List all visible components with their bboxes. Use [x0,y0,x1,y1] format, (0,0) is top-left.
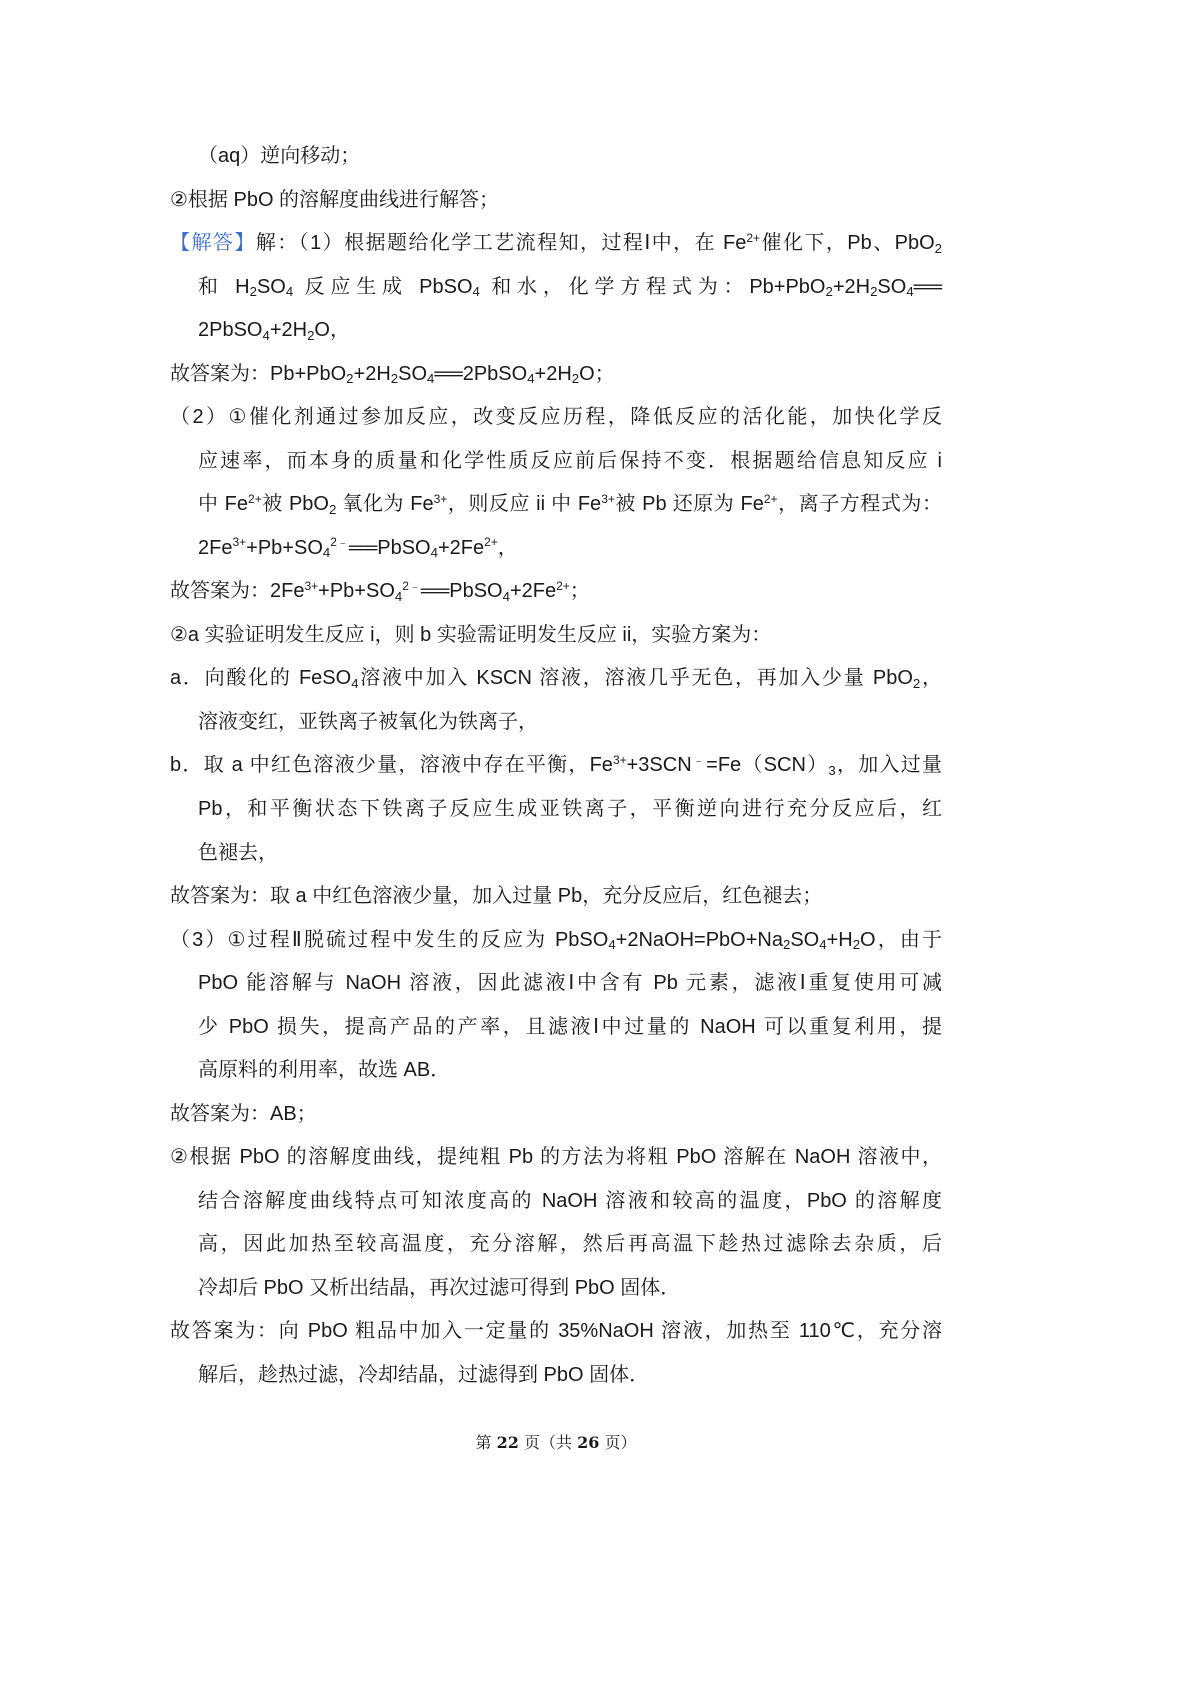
text-line [170,788,942,832]
text-line [170,135,942,179]
text-run: 溶液中加入 KSCN 溶液，溶液几乎无色，再加入少量 PbO [358,667,913,690]
text-run: ══PbSO [348,536,431,559]
text-run: ，离子方程式为： [777,493,942,516]
text-run: +2NaOH=PbO+Na [615,928,783,951]
text-line [170,570,942,614]
subscript: 2 [825,284,833,300]
text-run: ， [497,536,518,559]
text-run: 解后，趁热过滤，冷却结晶，过滤得到 PbO 固体． [198,1363,650,1386]
text-line [170,1354,942,1398]
superscript: 3+ [304,578,319,593]
subscript: 2 [307,327,315,343]
text-run: ，则反应 ii 中 Fe [447,493,602,516]
text-run: ══PbSO [420,580,503,603]
superscript: 2+ [556,578,570,593]
text-run: b．取 a 中红色溶液少量，溶液中存在平衡，Fe [170,754,613,777]
text-line [170,1049,942,1093]
text-run: 故答案为：AB； [170,1102,317,1125]
current-page-number: 22 [496,1433,519,1452]
subscript: 2 [782,937,791,953]
superscript: 2+ [763,491,778,506]
footer-text: 页（共 [518,1433,578,1452]
text-run: 反应生成 PbSO [293,275,473,298]
text-line [170,614,942,658]
text-run: 和水，化学方程式为：Pb+PbO [479,275,826,298]
text-run: +2H [534,362,572,385]
text-run: 催化下，Pb、PbO [760,232,935,255]
text-line [170,309,942,353]
text-run: O， [314,319,350,342]
text-run: +H [826,928,853,951]
text-run: 应速率，而本身的质量和化学性质反应前后保持不变．根据题给信息知反应 i [198,449,942,472]
text-run: 溶液变红，亚铁离子被氧化为铁离子， [198,710,538,733]
text-run: Pb，和平衡状态下铁离子反应生成亚铁离子，平衡逆向进行充分反应后，红 [198,797,942,820]
text-run: （2）①催化剂通过参加反应，改变反应历程，降低反应的活化能，加快化学反 [170,406,942,429]
text-line [170,919,942,963]
text-run: ； [569,580,590,603]
text-run: 故答案为：2Fe [170,580,305,603]
text-run: ， [920,667,943,690]
text-run: 被 Pb 还原为 Fe [614,493,764,516]
text-run: 结合溶解度曲线特点可知浓度高的 NaOH 溶液和较高的温度，PbO 的溶解度 [198,1189,942,1212]
text-run: 故答案为：取 a 中红色溶液少量，加入过量 Pb，充分反应后，红色褪去； [170,885,823,908]
text-run: SO [256,275,286,298]
text-run: 色褪去， [198,841,278,864]
text-line [170,440,942,484]
text-line [170,353,942,397]
subscript: 4 [322,545,331,561]
text-line [170,832,942,876]
text-run: 氧化为 Fe [336,493,434,516]
text-run: ══2PbSO [434,362,528,385]
text-line [170,483,942,527]
text-run: ②根据 PbO 的溶解度曲线进行解答； [170,188,500,211]
text-run: SO [790,928,820,951]
text-run: O； [579,362,615,385]
text-run: ══ [913,275,943,298]
text-run: SO [877,275,907,298]
superscript: 2﹣ [330,535,349,550]
superscript: ﹣ [691,753,707,767]
text-line [170,1223,942,1267]
text-run: PbO 能溶解与 NaOH 溶液，因此滤液Ⅰ中含有 Pb 元素，滤液Ⅰ重复使用可减 [198,972,942,995]
superscript: 2+ [484,535,498,550]
text-run: +2H [353,362,391,385]
footer-text: 页） [599,1433,637,1452]
superscript: 3+ [232,535,247,550]
footer-text: 第 [475,1433,497,1452]
text-run: （aq）逆向移动； [198,145,361,167]
text-line [170,1006,942,1050]
subscript: 4 [351,676,359,692]
superscript: 3+ [601,491,615,506]
text-line [170,1093,942,1137]
subscript: 4 [262,327,270,343]
text-line [170,1310,942,1354]
text-run: +2H [832,275,871,298]
subscript: 4 [906,284,914,300]
text-line [170,744,942,788]
text-line [170,875,942,919]
text-line [170,527,942,571]
subscript: 2 [249,284,257,300]
subscript: 2 [870,284,878,300]
text-run: SO [398,362,428,385]
text-run: （3）①过程Ⅱ脱硫过程中发生的反应为 PbSO [170,928,609,951]
subscript: 4 [819,937,827,953]
text-line [170,266,942,310]
page-footer [170,1430,942,1456]
text-run: +2H [269,319,308,342]
superscript: 2+ [746,230,761,245]
text-run: 和 H [198,275,250,298]
subscript: 2 [346,371,354,387]
subscript: 4 [472,284,480,300]
text-run: +3SCN [626,754,692,777]
text-run: =Fe（SCN） [706,754,829,777]
superscript: 2+ [248,491,262,506]
subscript: 4 [608,937,616,953]
text-line [170,1267,942,1311]
answer-text-block [170,135,942,1397]
subscript: 2 [912,676,921,692]
subscript: 2 [328,501,337,517]
text-line [170,1180,942,1224]
text-line [170,701,942,745]
subscript: 2 [571,371,580,387]
subscript: 2 [852,937,861,953]
text-line [170,222,942,266]
text-line [170,1136,942,1180]
text-line [170,396,942,440]
text-run: ②a 实验证明发生反应 i，则 b 实验需证明发生反应 ii，实验方案为： [170,623,772,646]
superscript: 3+ [433,491,448,506]
text-run: +2Fe [437,536,485,559]
text-run: 故答案为：向 PbO 粗品中加入一定量的 35%NaOH 溶液，加热至 110℃，充分溶 [170,1320,942,1343]
total-pages-number: 26 [577,1433,600,1452]
subscript: 2 [390,371,399,387]
text-line [170,657,942,701]
subscript: 4 [527,371,535,387]
subscript: 2 [934,240,943,256]
text-run: 故答案为：Pb+PbO [170,362,347,385]
text-run: 中 Fe [198,493,249,516]
subscript: 4 [427,371,435,387]
answer-label: 【解答】 [170,232,256,255]
text-run: 冷却后 PbO 又析出结晶，再次过滤可得到 PbO 固体． [198,1276,681,1299]
text-run: 2Fe [198,536,233,559]
text-run: 高原料的利用率，故选 AB． [198,1059,451,1082]
text-run: 2PbSO [198,319,263,342]
text-run: 被 PbO [261,493,329,516]
text-run: 解：（1）根据题给化学工艺流程知，过程Ⅰ中，在 Fe [255,232,747,255]
text-run: ，加入过量 [835,754,942,777]
subscript: 4 [502,589,510,604]
superscript: 2﹣ [402,578,421,593]
subscript: 4 [285,284,294,300]
subscript: 4 [394,589,403,604]
text-run: a．向酸化的 FeSO [170,667,352,690]
text-run: 少 PbO 损失，提高产品的产率，且滤液Ⅰ中过量的 NaOH 可以重复利用，提 [198,1015,942,1038]
subscript: 4 [430,545,438,561]
text-run: +Pb+SO [246,536,323,559]
text-run: +Pb+SO [318,580,395,603]
text-line [170,179,942,223]
text-run: +2Fe [509,580,557,603]
text-run: O，由于 [860,928,942,951]
subscript: 3 [828,763,836,779]
superscript: 3+ [612,753,627,767]
text-run: ②根据 PbO 的溶解度曲线，提纯粗 Pb 的方法为将粗 PbO 溶解在 NaOH 溶液中， [170,1146,942,1169]
text-run: 高，因此加热至较高温度，充分溶解，然后再高温下趁热过滤除去杂质，后 [198,1233,942,1256]
text-line [170,962,942,1006]
